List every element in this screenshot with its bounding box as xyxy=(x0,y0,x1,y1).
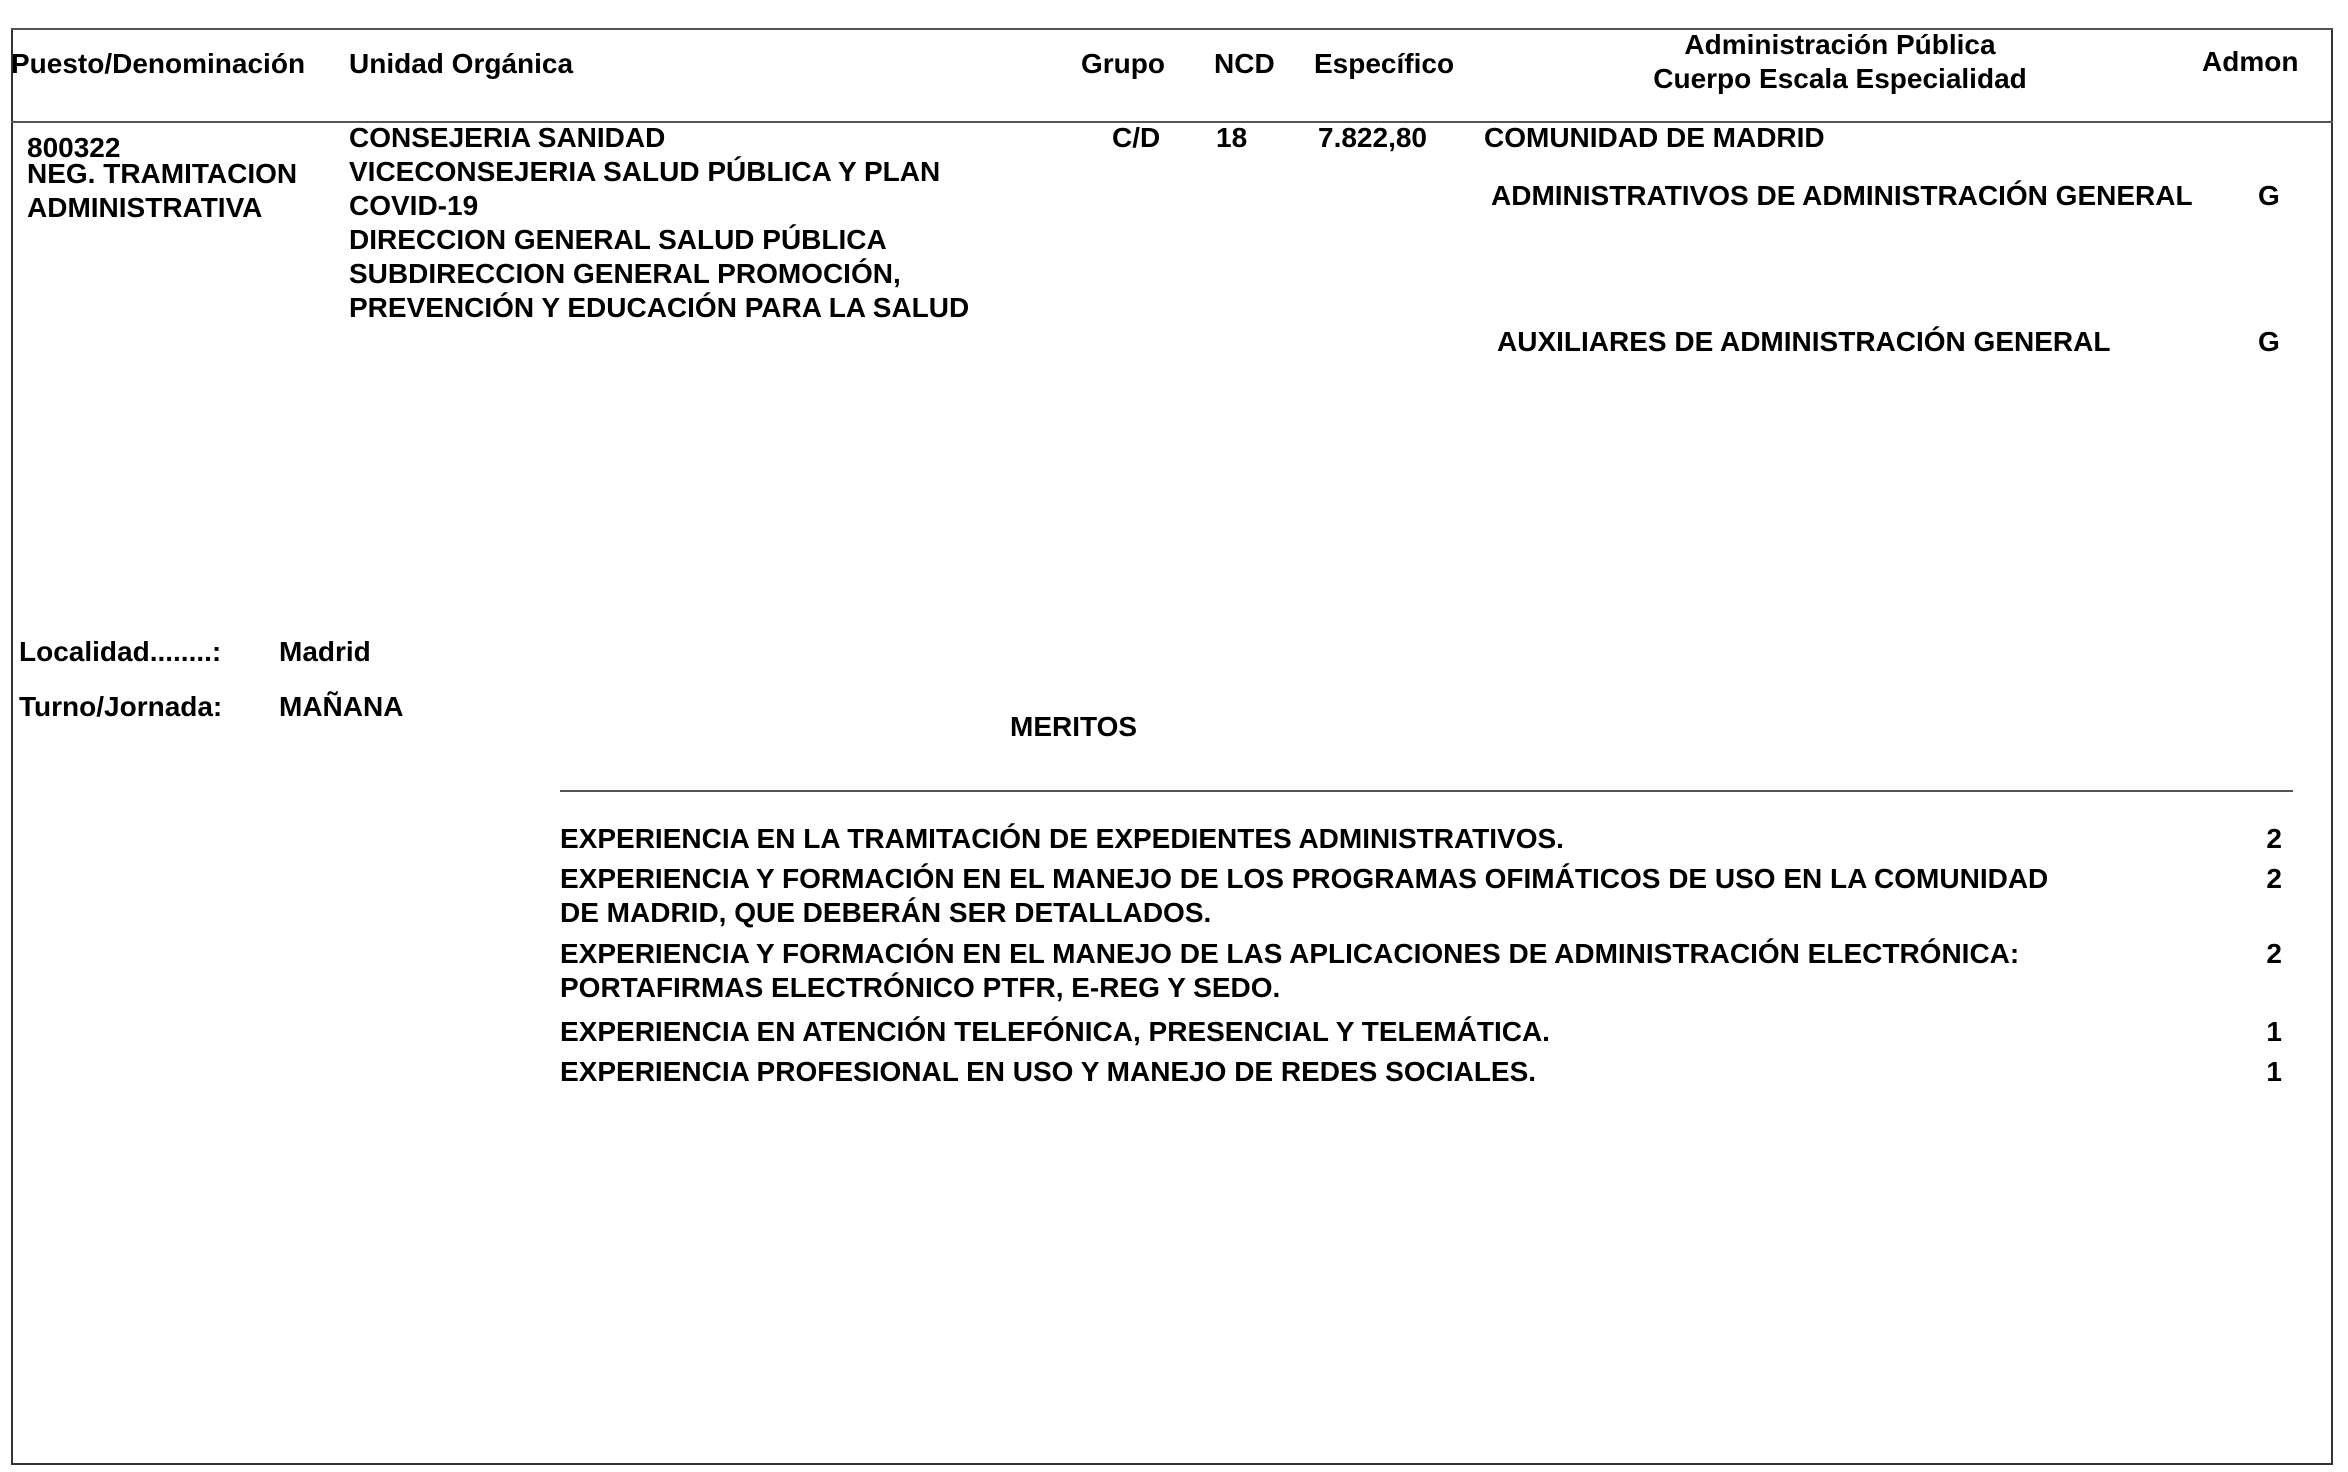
denominacion-line: ADMINISTRATIVA xyxy=(27,192,263,223)
header-grupo: Grupo xyxy=(1081,48,1165,79)
merito-text: EXPERIENCIA PROFESIONAL EN USO Y MANEJO DE REDES SOCIALES. xyxy=(560,1056,1537,1087)
puesto-denominacion xyxy=(27,157,297,225)
turno-label: Turno/Jornada: xyxy=(19,691,223,722)
merito-text-line: EXPERIENCIA Y FORMACIÓN EN EL MANEJO DE LOS PROGRAMAS OFIMÁTICOS DE USO EN LA COMUNIDAD xyxy=(560,863,2049,894)
ncd-value: 18 xyxy=(1216,122,1248,153)
header-admon: Admon xyxy=(2202,46,2299,77)
header-especifico: Específico xyxy=(1314,48,1455,79)
merito-points: 1 xyxy=(2266,1056,2282,1087)
merito-points: 2 xyxy=(2266,823,2282,854)
merito-text: EXPERIENCIA EN ATENCIÓN TELEFÓNICA, PRESENCIAL Y TELEMÁTICA. xyxy=(560,1016,1550,1047)
unidad-organica xyxy=(349,121,969,325)
unidad-line: SUBDIRECCION GENERAL PROMOCIÓN, xyxy=(349,258,901,289)
cuerpo-admon: G xyxy=(2258,326,2280,357)
meritos-list xyxy=(560,822,2290,1092)
cuerpo-name: ADMINISTRATIVOS DE ADMINISTRACIÓN GENERAL xyxy=(1491,180,2193,211)
localidad-label: Localidad........: xyxy=(19,636,222,667)
turno-value: MAÑANA xyxy=(279,691,404,722)
grupo-value: C/D xyxy=(1112,122,1161,153)
merito-text xyxy=(560,937,2019,1005)
merito-text: EXPERIENCIA EN LA TRAMITACIÓN DE EXPEDIENTES ADMINISTRATIVOS. xyxy=(560,823,1564,854)
header-puesto: Puesto/Denominación xyxy=(11,48,306,79)
merito-text xyxy=(560,862,2048,930)
header-ncd: NCD xyxy=(1214,48,1275,79)
meritos-title: MERITOS xyxy=(1010,711,1138,742)
unidad-line: CONSEJERIA SANIDAD xyxy=(349,122,666,153)
unidad-line: COVID-19 xyxy=(349,190,479,221)
unidad-line: DIRECCION GENERAL SALUD PÚBLICA xyxy=(349,224,887,255)
cuerpo-name: AUXILIARES DE ADMINISTRACIÓN GENERAL xyxy=(1497,326,2111,357)
merito-text-line: PORTAFIRMAS ELECTRÓNICO PTFR, E-REG Y SEDO. xyxy=(560,972,1281,1003)
header-administracion xyxy=(1580,28,2100,96)
header-administracion-line2: Cuerpo Escala Especialidad xyxy=(1653,63,2027,94)
administracion-value: COMUNIDAD DE MADRID xyxy=(1484,122,1825,153)
cuerpo-admon: G xyxy=(2258,180,2280,211)
especifico-value: 7.822,80 xyxy=(1318,122,1427,153)
header-administracion-line1: Administración Pública xyxy=(1684,29,1996,60)
meritos-rule xyxy=(560,790,2293,792)
merito-points: 2 xyxy=(2266,863,2282,894)
merito-points: 2 xyxy=(2266,938,2282,969)
localidad-value: Madrid xyxy=(279,636,371,667)
merito-points: 1 xyxy=(2266,1016,2282,1047)
merito-text-line: EXPERIENCIA Y FORMACIÓN EN EL MANEJO DE LAS APLICACIONES DE ADMINISTRACIÓN ELECTRÓNICA: xyxy=(560,938,2020,969)
unidad-line: VICECONSEJERIA SALUD PÚBLICA Y PLAN xyxy=(349,156,941,187)
unidad-line: PREVENCIÓN Y EDUCACIÓN PARA LA SALUD xyxy=(349,292,970,323)
puesto-codigo: 800322 xyxy=(27,132,121,163)
denominacion-line: NEG. TRAMITACION xyxy=(27,158,298,189)
merito-text-line: DE MADRID, QUE DEBERÁN SER DETALLADOS. xyxy=(560,897,1212,928)
header-unidad: Unidad Orgánica xyxy=(349,48,574,79)
